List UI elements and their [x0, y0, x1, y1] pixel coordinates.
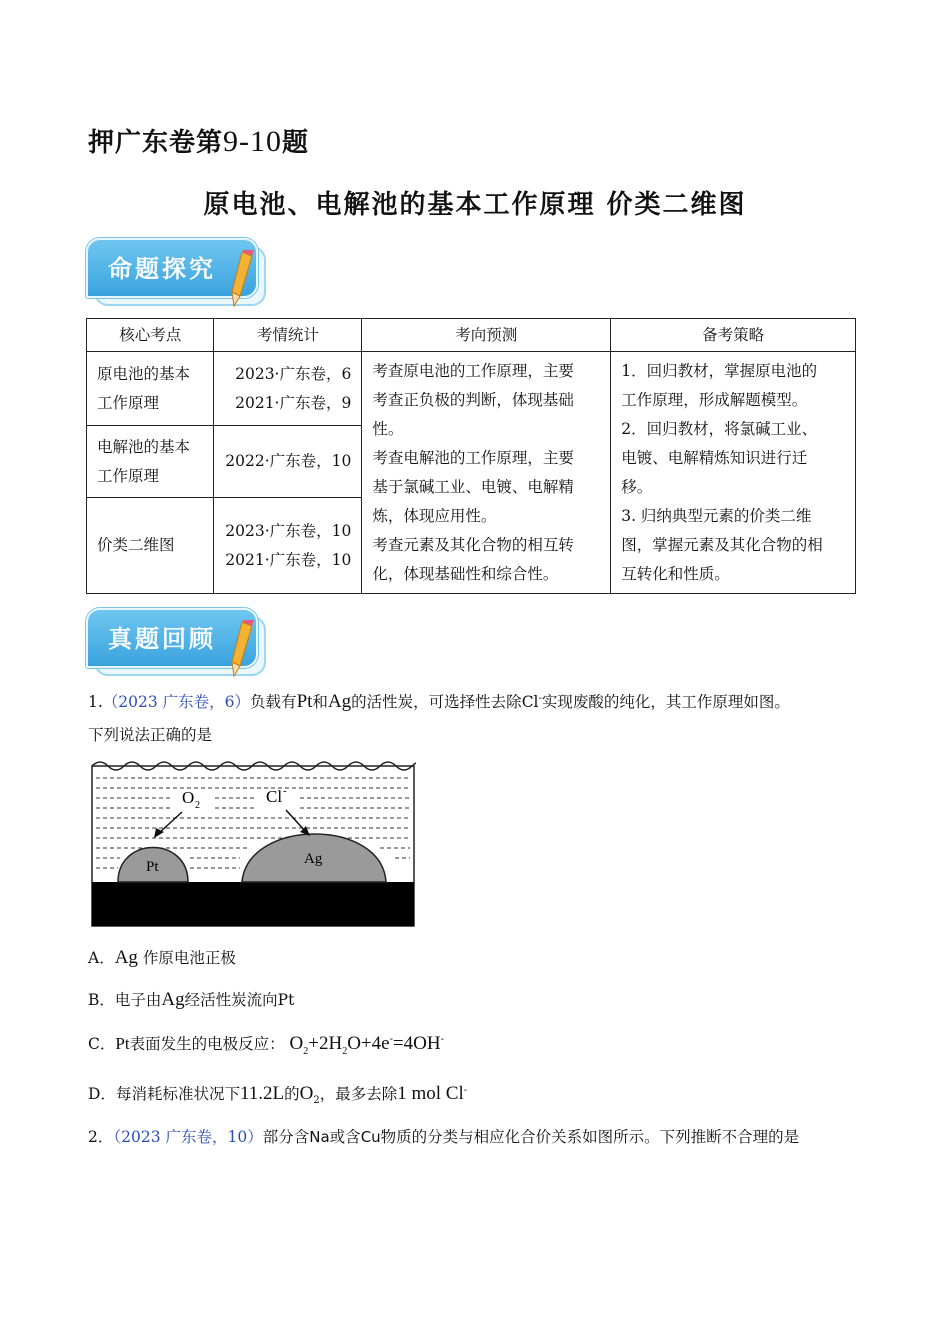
question-source: （2023 广东卷，6）: [102, 693, 251, 712]
question-1-prompt: 下列说法正确的是: [88, 726, 213, 744]
pencil-icon: [228, 250, 258, 308]
topic-cell: 原电池的基本 工作原理: [87, 352, 214, 426]
page-subtitle: 原电池、电解池的基本工作原理 价类二维图: [203, 190, 747, 220]
pencil-icon: [228, 620, 258, 678]
option-c[interactable]: C．Pt表面发生的电极反应： $O_2+2H_2O+4e^-=4OH^-$: [88, 1033, 444, 1057]
section-banner-explore: 命题探究: [86, 238, 264, 306]
question-source: （2023 广东卷，10）: [113, 1128, 263, 1146]
option-b[interactable]: B．电子由Ag经活性炭流向Pt: [88, 989, 295, 1010]
cl-label: Cl: [266, 787, 283, 806]
forecast-cell: 考查原电池的工作原理，主要 考查正负极的判断，体现基础 性。 考查电解池的工作原理，主要 基于氯碱工业、电镀、电解精 炼，体现应用性。 考查元素及其化合物的相互转 化，体现基础性和综合性。: [362, 352, 611, 594]
header-strategy: 备考策略: [611, 319, 856, 352]
cl-superscript: -: [283, 785, 287, 797]
header-exam-stats: 考情统计: [214, 319, 362, 352]
topic-cell: 电解池的基本 工作原理: [87, 426, 214, 498]
header-forecast: 考向预测: [362, 319, 611, 352]
pt-electrode-label: Pt: [146, 859, 159, 875]
table-header-row: [87, 319, 856, 352]
header-core-topic: 核心考点: [87, 319, 214, 352]
ag-electrode-label: Ag: [304, 851, 323, 867]
exam-analysis-table: [86, 318, 856, 594]
electrode-diagram: [90, 760, 416, 928]
section-banner-review: 真题回顾: [86, 608, 264, 676]
option-a[interactable]: A．Ag 作原电池正极: [88, 947, 236, 968]
stats-cell: 2023·广东卷，10 2021·广东卷，10: [214, 498, 362, 594]
question-1-stem: 1.（2023 广东卷，6）负载有Pt和Ag的活性炭，可选择性去除Cl-实现废酸的纯化，其工作原理如图。: [88, 691, 790, 713]
topic-cell: 价类二维图: [87, 498, 214, 594]
page-title: 押广东卷第9-10题: [88, 125, 310, 158]
option-d[interactable]: D．每消耗标准状况下11.2L的$O_2$，最多去除1 mol Cl-: [88, 1083, 468, 1107]
stats-cell: 2022·广东卷，10: [214, 426, 362, 498]
question-2-stem: 2．（2023 广东卷，10）部分含Na或含Cu物质的分类与相应化合价关系如图所示。下列推断不合理的是: [88, 1128, 800, 1146]
o2-subscript: 2: [195, 800, 200, 811]
electrode-equation: $O_2+2H_2O+4e^-=4OH^-$: [289, 1033, 444, 1057]
stats-cell: 2023·广东卷，6 2021·广东卷，9: [214, 352, 362, 426]
o2-label: O: [182, 788, 195, 807]
strategy-cell: 1．回归教材，掌握原电池的 工作原理，形成解题模型。 2．回归教材，将氯碱工业、 电镀、电解精炼知识进行迁 移。 3. 归纳典型元素的价类二维 图，掌握元素及其化合物的相 互转化和性质。: [611, 352, 856, 594]
table-row: [87, 352, 856, 426]
